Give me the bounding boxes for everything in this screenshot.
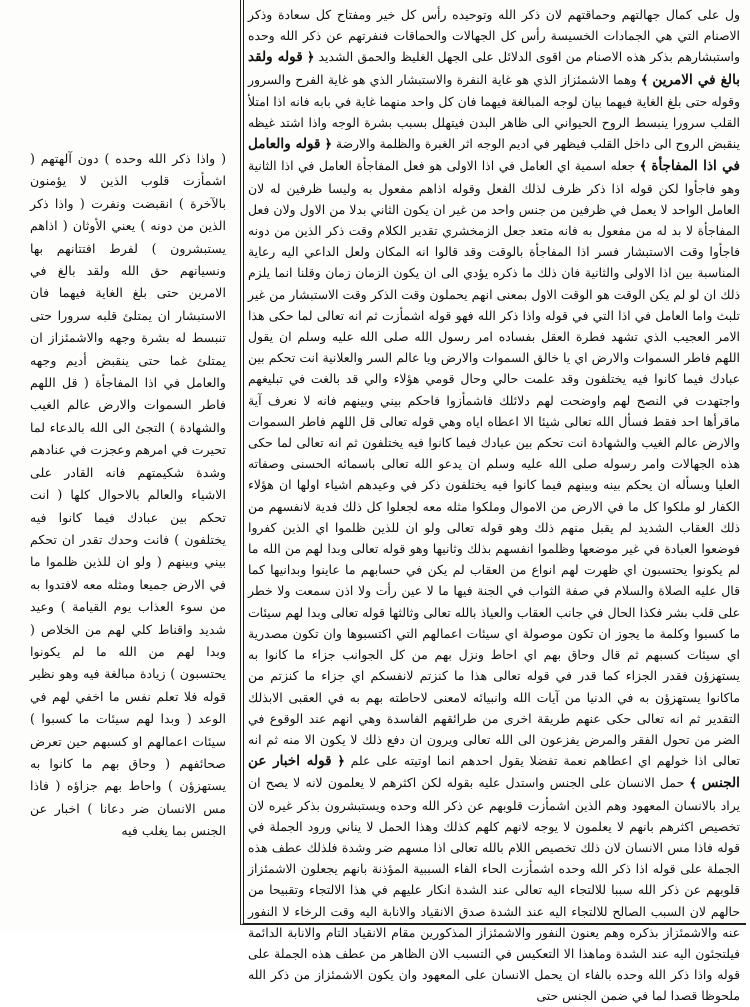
paragraph-4: حمل الانسان على الجنس واستدل عليه بقوله لكن اكثرهم لا يعلمون لانه لا يصح ان يراد بالانسان المعهود وهم الذين اشمأزت قلوبهم عن ذكر الله وحده ويستبشرون بذكر غيره لان تخصيص اكثرهم بانهم لا يعلمون لا يوجه لانهم كلهم كذلك وهذا الحمل لا يناني ورود الجملة في قوله فاذا مس الانسان لان ذلك تخصيص اللام بالله تعالى اذا مسهم ضر وشدة فلذلك عطف هذه الجملة على قوله اذا ذكر الله وحده اشمأزت الحاء الفاء السببية المؤذنة بانهم يجعلون الاشمئزاز قلوبهم عن ذكر الله سببا للالتجاء اليه تعالى عند الشدة انكار عليهم في هذا الالتجاء وتقبيحا من حالهم لان السبب الصالح للالتجاء اليه عند الشدة صدق الانقياد والانابة اليه وقت الرخاء لا النفور عنه والاشمئزاز بذكره وهم يعنون النفور والاشمئزاز المذكورين مقام الانقياد التام والانابة الدائمة فيلتجئون اليه عند الشدة وماهذا الا التعكيس في التسبب الان الظاهر من عطف هذه الجملة على قوله واذا ذكر الله وحده بالفاء ان يحمل الانسان على المعهود وان يكون الاشمئزاز من ذكر الله ملحوظا قصدا لما في ضمن الجنس حتى [248, 775, 740, 1004]
paragraph-3: جعله اسمية اي العامل في اذا الاولى هو فعل المفاجأة العامل في اذا الثانية وهو فاجأوا لكن قوله اذا ذكر ظرف لذلك الفعل وقوله اذاهم مفعول به وليسا ظرفين له لان العامل الواحد لا يعمل في ظرفين من جنس واحد من غير ان يكون الثاني بدلا من الاول ولان فعل المفاجأة لا بد له من مفعول به فانه متعد جعل الزمخشري تقدير الكلام وقت ذكر الذين من دونه فاجأوا وقت الاستبشار فسر اذا المفاجأة بالوقت وقد قالوا انه المكان ولعل الداعي اليه رعاية المناسبة بين اذا الاولى والثانية فان ذلك ما ذكره يؤدي الى ان يكون الزمان زمان وقلنا انما يلزم ذلك ان لو لم يكن الوقت هو الوقت الاول بمعنى انهم يحملون وقت الذكر وقت الاستبشار من غير تلبث واما العامل في اذا التي في قوله واذا ذكر الله فهو قوله اشمأزت ثم انه تعالى لما حكى هذا الامر العجيب الذي تشهد فطرة العقل بفساده امر رسول الله صلى الله عليه وسلم ان يقول اللهم فاطر السموات والارض اي يا خالق السموات والارض ويا عالم السر والعلانية انت تحكم بين عبادك فيما كانوا فيه يختلفون وقد علمت حالي وحال قومي هؤلاء والي قد بالغت في تبليغهم واجتهدت في النصح لهم واوضحت لهم دلائلك فاشمأزوا فاحكم بيني وبينهم فانه لا نعرف آية ماقرأها احد فقط فسأل الله تعالى شيئا الا اعطاه اياه وهي قوله تعالى قل اللهم فاطر السموات والارض عالم الغيب والشهادة انت تحكم بين عبادك فيما كانوا فيه يختلفون ثم انه تعالى لما حكى هذه الجهالات وامر رسوله صلى الله عليه وسلم ان يدعو الله تعالى باسمائه الحسنى وصفاته العليا وبسأله ان يحكم بينه وبينهم فيما كانوا فيه يختلفون ذكر في وعيدهم اشياء اولها ان هؤلاء الكفار لو ملكوا كل ما في الارض من الاموال وملكوا مثله معه لجعلوا كل ذلك فدية لانفسهم من ذلك العقاب الشديد لم يقبل منهم ذلك وهو قوله تعالى ولو ان للذين ظلموا اي الذين كفروا فوضعوا العبادة في غير موضعها وظلموا انفسهم بذلك وثانيها وهو قوله تعالى وبدا لهم من الله ما لم يكونوا يحتسبون اي ظهرت لهم انواع من العقاب لم يكن في حسابهم ما عاينوا وبدانيها كما قال عليه الصلاة والسلام في صفة الثواب في الجنة فيها ما لا عين رأت ولا اذن سمعت ولا خطر على قلب بشر فكذا الحال في جانب العقاب والعياذ بالله تعالى وثالثها قوله تعالى وبدا لهم سيئات ما كسبوا وكلمة ما يجوز ان تكون موصولة اي سيئات اعمالهم التي اكتسبوها وان تكون مصدرية اي سيئات كسبهم ثم قال وحاق بهم اي احاط ونزل بهم من كل الجوانب جزاء ما كانوا به يستهزؤن فقدر الجزاء كما قدر في قوله تعالى هذا ما كنزتم لانفسكم اي جزاء ما كنزتم من ماكانوا يستهزؤن به في الدنيا من آيات الله وانبيائه لامعنى لاحاطته بهم به في العقبى الابذلك التقدير ثم انه تعالى حكى عنهم طريقة اخرى من طرائقهم الفاسدة وهي انهم عند الوقوع في الضر من تحول الفقر والمرض يفزعون الى الله تعالى ويرون ان دفع ذلك لا يكون الا منه ثم انه تعالى اذا خولهم اي اعطاهم نعمة تفضلا يقول احدهم انما اوتيته على علم [248, 158, 740, 769]
ornament-icon: ﴾ [639, 158, 647, 174]
margin-gloss-column [30, 148, 226, 868]
heading-1: قوله ولقد بالغ في الامرين [248, 49, 740, 88]
main-paragraph [248, 4, 740, 1007]
ornament-icon: ﴿ [306, 49, 315, 65]
ornament-icon: ﴿ [337, 753, 345, 769]
ornament-icon: ﴿ [324, 136, 332, 152]
heading-3: قوله اخبار عن الجنس [248, 753, 740, 792]
margin-gloss-text: ( واذا ذكر الله وحده ) دون آلهتهم ( اشمأزت قلوب الذين لا يؤمنون بالآخرة ) انقبضت ونفرت ( واذا ذكر الذين من دونه ) يعني الأوثان ( اذاهم يستبشرون ) لفرط افتتانهم بها ونسيانهم حق الله ولقد بالغ في الامرين حتى بلغ الغاية فيهما فان الاستبشار ان يمتلئ قلبه سرورا حتى تنبسط له بشرة وجهه والاشمئزاز ان يمتلئ غما حتى ينقبض أديم وجهه والعامل في اذا المفاجأة ( قل اللهم فاطر السموات والارض عالم الغيب والشهادة ) التجئ الى الله بالدعاء لما تحيرت في امرهم وعجزت في عنادهم وشدة شكيمتهم فانه القادر على الاشياء والعالم بالاحوال كلها ( انت تحكم بين عبادك فيما كانوا فيه يختلفون ) فانت وحدك تقدر ان تحكم بيني وبينهم ( ولو ان للذين ظلموا ما في الارض جميعا ومثله معه لافتدوا به من سوء العذاب يوم القيامة ) وعيد شديد واقناط كلي لهم من الخلاص ( وبدا لهم من الله ما لم يكونوا يحتسبون ) زيادة مبالغة فيه وهو نظير قوله فلا تعلم نفس ما اخفي لهم في الوعد ( وبدا لهم سيئات ما كسبوا ) سيئات اعمالهم او كسبهم حين تعرض صحائفهم ( وحاق بهم ما كانوا به يستهزؤن ) واحاط بهم جزاؤه ( فاذا مس الانسان ضر دعانا ) اخبار عن الجنس بما يغلب فيه [30, 151, 226, 839]
paragraph-2: وهما الاشمئزاز الذي هو غاية النفرة والاستبشار الذي هو غاية الفرح والسرور وقوله حتى بلغ الغاية فيهما بيان لوجه المبالغة فيهما فان كل واحد منهما غاية في بابه فانه اذا امتلأ القلب سرورا ينبسط الروح الحيواني الى ظاهر البدن فيتهلل بسبب بشرة الوجه واذا اشتد غيظه ينقبض الروح الى داخل القلب فيظهر في اديم الوجه اثر الغبرة والظلمة والارضة [248, 71, 740, 152]
main-text-column [248, 4, 740, 1004]
heading-2: قوله والعامل في اذا المفاجأة [248, 136, 740, 175]
paragraph-1: ول على كمال جهالتهم وحماقتهم لان ذكر الله وتوحيده رأس كل خير ومفتاح كل سعادة وذكر الاصنام التي هي الجمادات الخسيسة رأس كل الجهالات والحماقات فنفرتهم عن ذكر الله وحده واستبشارهم بذكر هذه الاصنام من اقوى الدلائل على الجهل الغليظ والحمق الشديد [248, 7, 740, 65]
ornament-icon: ﴾ [640, 71, 649, 87]
ornament-icon: ﴾ [689, 775, 697, 791]
